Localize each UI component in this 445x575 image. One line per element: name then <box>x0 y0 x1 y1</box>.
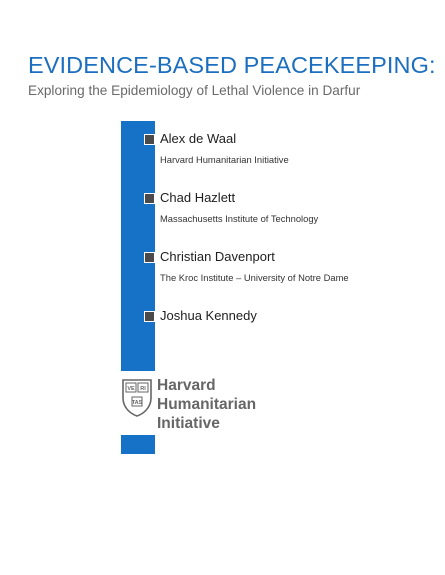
bullet-square-icon <box>144 134 155 145</box>
author-affiliation: Massachusetts Institute of Technology <box>160 213 319 224</box>
svg-text:RI: RI <box>140 386 146 393</box>
blue-bar-footer <box>121 435 155 454</box>
svg-text:TAS: TAS <box>131 400 143 407</box>
logo-wordmark <box>157 376 256 433</box>
bullet-square-icon <box>144 252 155 263</box>
blue-vertical-bar <box>121 121 155 371</box>
report-subtitle: Exploring the Epidemiology of Lethal Violence in Darfur <box>28 83 361 98</box>
bullet-square-icon <box>144 193 155 204</box>
author-name: Chad Hazlett <box>160 190 236 205</box>
author-name: Joshua Kennedy <box>160 308 257 323</box>
logo-line-humanitarian: Humanitarian <box>157 396 257 413</box>
svg-text:VE: VE <box>127 386 135 393</box>
author-name: Christian Davenport <box>160 249 275 264</box>
author-affiliation: Harvard Humanitarian Initiative <box>160 154 289 165</box>
harvard-shield-icon <box>121 378 153 418</box>
report-title: EVIDENCE-BASED PEACEKEEPING: <box>28 52 436 78</box>
author-affiliation: The Kroc Institute – University of Notre Dame <box>160 272 349 283</box>
logo-line-initiative: Initiative <box>157 415 220 432</box>
author-name: Alex de Waal <box>160 131 237 146</box>
bullet-square-icon <box>144 311 155 322</box>
logo-line-harvard: Harvard <box>157 377 216 394</box>
